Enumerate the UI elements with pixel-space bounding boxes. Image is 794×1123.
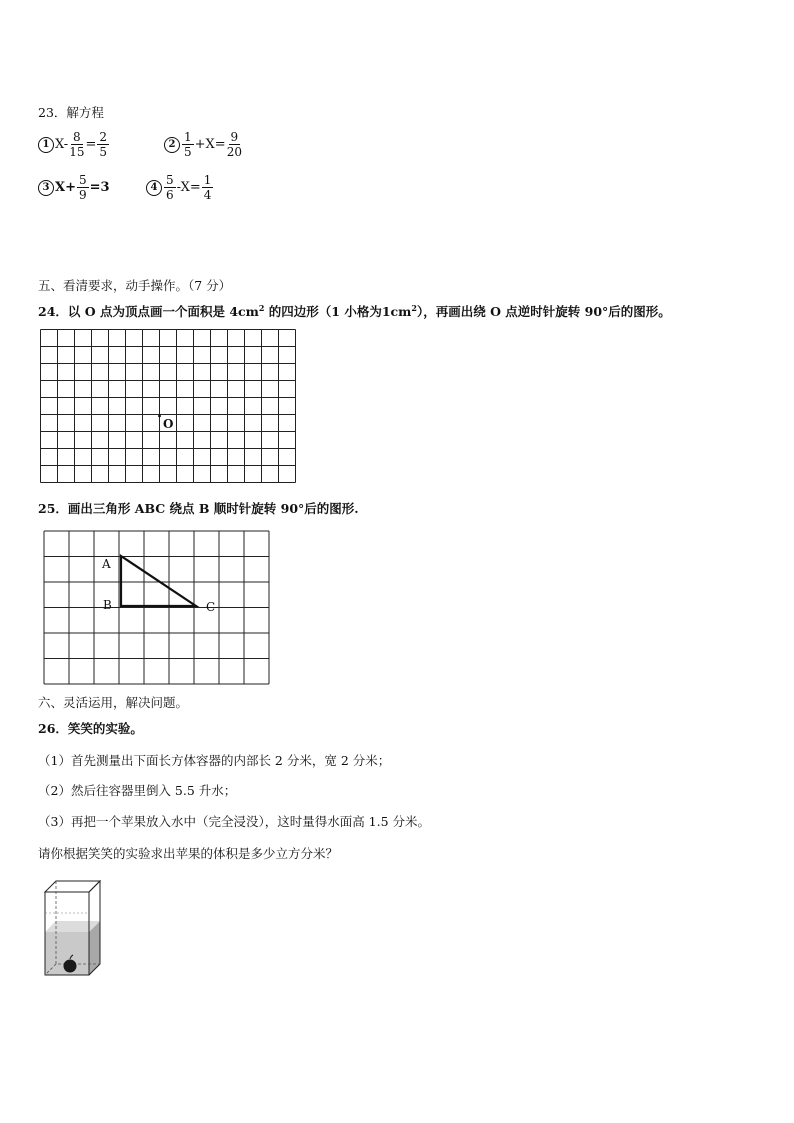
label-a: A — [102, 557, 111, 571]
q23-equation-1: 1 X- $\frac{8}{15}$ = $\frac{2}{5}$ — [38, 130, 110, 159]
fraction: $\frac{9}{20}$ — [226, 130, 242, 159]
q25-text: 25．画出三角形 ABC 绕点 B 顺时针旋转 90°后的图形. — [38, 501, 359, 516]
q24-grid — [40, 329, 300, 486]
fraction: $\frac{2}{5}$ — [99, 130, 108, 159]
fraction: $\frac{1}{5}$ — [184, 130, 192, 159]
apple — [64, 960, 77, 973]
q26-step-1: （1）首先测量出下面长方体容器的内部长 2 分米，宽 2 分米； — [38, 753, 391, 768]
fraction: $\frac{5}{6}$ — [166, 173, 174, 202]
circled-number-3: 3 — [38, 180, 54, 196]
q23-equation-4: 4 $\frac{5}{6}$ -X= $\frac{1}{4}$ — [146, 173, 214, 202]
point-o — [158, 415, 161, 418]
container-figure — [40, 876, 106, 980]
q25-grid — [42, 529, 276, 687]
label-b: B — [103, 598, 112, 612]
q23-equation-2: 2 $\frac{1}{5}$ +X= $\frac{9}{20}$ — [164, 130, 243, 159]
q26-question: 请你根据笑笑的实验求出苹果的体积是多少立方分米？ — [38, 846, 339, 861]
q26-step-2: （2）然后往容器里倒入 5.5 升水； — [38, 783, 237, 798]
triangle-abc — [121, 556, 196, 606]
q24-text: 24．以 O 点为顶点画一个面积是 $4cm^2$ 的四边形（1 小格为$1cm^2$），再画出绕 O 点逆时针旋转 90°后的图形。 — [38, 302, 671, 319]
q26-title: 26．笑笑的实验。 — [38, 721, 143, 736]
circled-number-1: 1 — [38, 137, 54, 153]
q26-step-3: （3）再把一个苹果放入水中（完全浸没），这时量得水面高 1.5 分米。 — [38, 814, 431, 829]
fraction: $\frac{8}{15}$ — [69, 130, 85, 159]
section-6-heading: 六、灵活运用，解决问题。 — [38, 695, 189, 710]
box-top — [45, 881, 100, 892]
q23-equation-3: 3 X+ $\frac{5}{9}$ =3 — [38, 173, 110, 202]
section-5-heading: 五、看清要求，动手操作。（7 分） — [38, 278, 232, 293]
fraction: $\frac{1}{4}$ — [203, 173, 212, 202]
q23-title: 23．解方程 — [38, 105, 104, 120]
circled-number-2: 2 — [164, 137, 180, 153]
label-c: C — [206, 600, 216, 614]
point-o-label: O — [163, 417, 174, 431]
fraction: $\frac{5}{9}$ — [78, 173, 87, 202]
circled-number-4: 4 — [146, 180, 162, 196]
